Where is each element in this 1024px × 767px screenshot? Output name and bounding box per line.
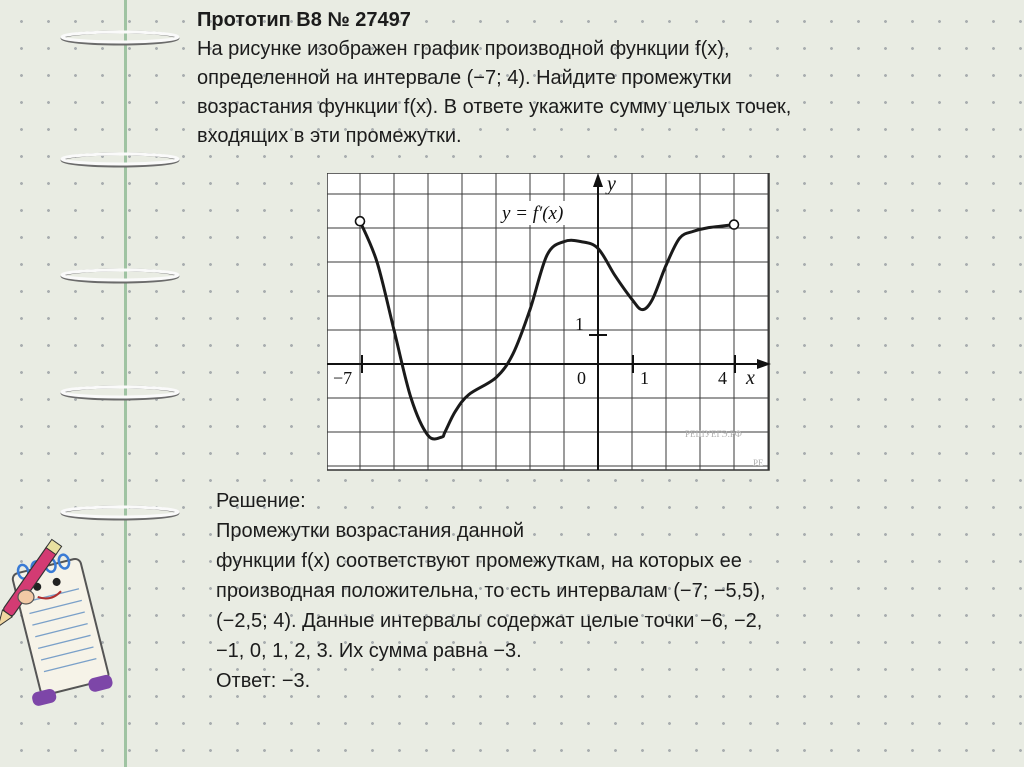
binding-ring-4	[60, 385, 180, 401]
problem-heading: Прототип B8 № 27497	[197, 9, 411, 31]
binding-ring-5	[60, 505, 180, 521]
label-x-neg7: −7	[333, 368, 353, 388]
solution-block	[216, 486, 976, 696]
open-endpoint-left	[356, 217, 365, 226]
label-x-four: 4	[718, 368, 727, 388]
solution-line-4: (−2,5; 4). Данные интервалы содержат целые точки −6, −2,	[216, 610, 763, 632]
open-endpoint-right	[730, 220, 739, 229]
problem-line-1: На рисунке изображен график производной функции f(x),	[197, 38, 730, 60]
watermark-corner: РЕ	[753, 458, 764, 468]
binding-ring-2	[60, 152, 180, 168]
solution-line-1: Промежутки возрастания данной	[216, 520, 525, 542]
answer-line: Ответ: −3.	[216, 670, 311, 692]
label-x-zero: 0	[577, 368, 586, 388]
solution-line-5: −1, 0, 1, 2, 3. Их сумма равна −3.	[216, 640, 522, 662]
watermark-main: РЕШУЕГЭ.РФ	[685, 429, 742, 439]
function-label: y = f′(x)	[502, 203, 564, 224]
binding-ring-3	[60, 268, 180, 284]
label-x-one: 1	[640, 368, 649, 388]
solution-line-3: производная положительна, то есть интервалам (−7; −5,5),	[216, 580, 766, 602]
problem-statement	[197, 6, 997, 151]
derivative-graph	[327, 173, 771, 473]
solution-line-2: функции f(x) соответствуют промежуткам, на которых ее	[216, 550, 742, 572]
problem-line-3: возрастания функции f(x). В ответе укажите сумму целых точек,	[197, 96, 792, 118]
label-y-one: 1	[575, 314, 584, 334]
x-axis-label: x	[746, 367, 755, 389]
notebook-mascot-illustration	[0, 535, 125, 735]
problem-line-4: входящих в эти промежутки.	[197, 125, 462, 147]
problem-line-2: определенной на интервале (−7; 4). Найдите промежутки	[197, 67, 732, 89]
y-axis-label: y	[607, 173, 616, 195]
solution-heading: Решение:	[216, 490, 306, 512]
binding-ring-1	[60, 30, 180, 46]
